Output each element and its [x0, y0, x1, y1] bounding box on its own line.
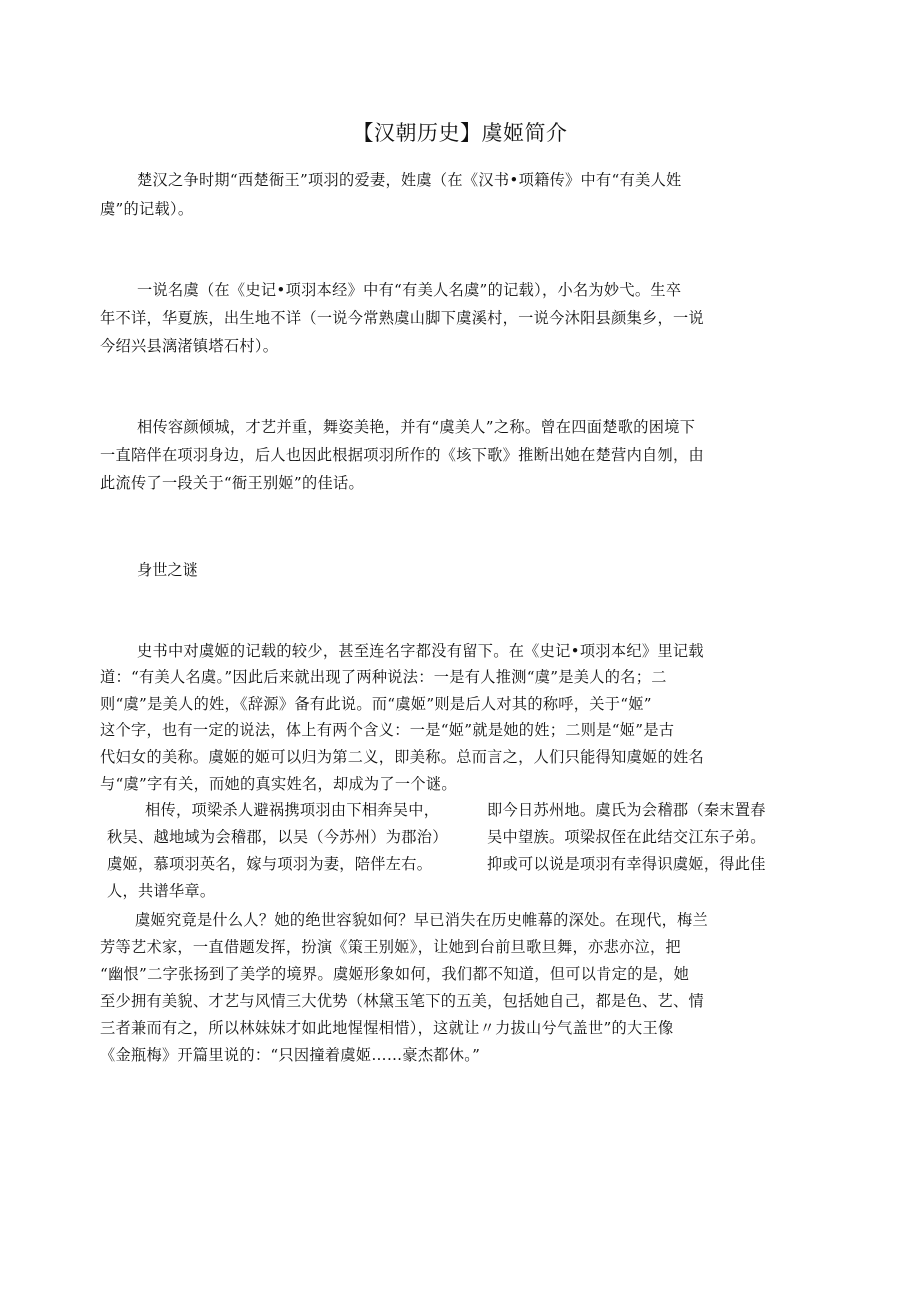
paragraph-3-line: 此流传了一段关于“衙王别姬”的佳话。 [100, 474, 364, 492]
paragraph-5-right-line: 吴中望族。项梁叔侄在此结交江东子弟。 [487, 828, 766, 846]
paragraph-4-line: 道：“有美人名虞。”因此后来就出现了两种说法：一是有人推测“虞”是美人的名；二 [100, 668, 667, 686]
paragraph-4-line: 史书中对虞姬的记载的较少，甚至连名字都没有留下。在《史记•项羽本纪》里记载 [137, 642, 704, 660]
paragraph-6-line: 三者兼而有之，所以林妹妹才如此地惺惺相惜），这就让〃力拔山兮气盖世”的大王像 [100, 1019, 674, 1037]
paragraph-2-line: 年不详，华夏族，出生地不详（一说今常熟虞山脚下虞溪村，一说今沐阳县颜集乡，一说 [100, 309, 705, 327]
paragraph-4-line: 这个字，也有一定的说法，体上有两个含义：一是“姬”就是她的姓；二则是“姬”是古 [100, 721, 675, 739]
paragraph-5-left-line: 相传，项梁杀人避祸携项羽由下相奔吴中， [145, 801, 440, 819]
paragraph-6-line: “幽恨”二字张扬到了美学的境界。虞姬形象如何，我们都不知道，但可以肯定的是，她 [100, 965, 690, 983]
paragraph-5-left-line: 秋吴、越地域为会稽郡，以吴（今苏州）为郡治） [107, 828, 448, 846]
paragraph-6-line: 至少拥有美貌、才艺与风情三大优势（林黛玉笔下的五美，包括她自己，都是色、艺、情 [100, 992, 705, 1010]
paragraph-4-line: 代妇女的美称。虞姬的姬可以归为第二义，即美称。总而言之，人们只能得知虞姬的姓名 [100, 748, 705, 766]
paragraph-1-line: 楚汉之争时期“西楚衙王”项羽的爱妻，姓虞（在《汉书•项籍传》中有“有美人姓 [137, 171, 682, 189]
paragraph-5-right-line: 抑或可以说是项羽有幸得识虞姬，得此佳 [487, 855, 766, 873]
section-heading: 身世之谜 [137, 561, 198, 579]
paragraph-5-left-line: 虞姬，慕项羽英名，嫁与项羽为妻，陪伴左右。 [107, 855, 433, 873]
paragraph-6-line: 《金瓶梅》开篇里说的：“只因撞着虞姬……豪杰都休。” [100, 1046, 481, 1064]
paragraph-6-line: 芳等艺术家，一直借题发挥，扮演《策王别姬》，让她到台前旦歌旦舞，亦悲亦泣，把 [100, 938, 681, 956]
paragraph-3-line: 一直陪伴在项羽身边，后人也因此根据项羽所作的《垓下歌》推断出她在楚营内自刎，由 [100, 446, 705, 464]
paragraph-2-line: 今绍兴县漓渚镇塔石村）。 [100, 337, 279, 355]
document-title: 【汉朝历史】虞姬简介 [352, 121, 568, 145]
paragraph-4-line: 则“虞”是美人的姓，《辞源》备有此说。而“虞姬”则是后人对其的称呼，关于“姬” [100, 695, 652, 713]
paragraph-1-line: 虞”的记载）。 [100, 200, 194, 218]
paragraph-2-line: 一说名虞（在《史记•项羽本经》中有“有美人名虞”的记载），小名为妙弋。生卒 [137, 281, 682, 299]
paragraph-5-tail: 人，共谱华章。 [107, 882, 216, 900]
paragraph-3-line: 相传容颜倾城，才艺并重，舞姿美艳，并有“虞美人”之称。曾在四面楚歌的困境下 [137, 418, 696, 436]
paragraph-5-right-line: 即今日苏州地。虞氏为会稽郡（秦末置春 [487, 801, 766, 819]
paragraph-6-line: 虞姬究竟是什么人？她的绝世容貌如何？早已消失在历史帷幕的深处。在现代，梅兰 [135, 911, 709, 929]
paragraph-4-line: 与“虞”字有关，而她的真实姓名，却成为了一个谜。 [100, 775, 457, 793]
